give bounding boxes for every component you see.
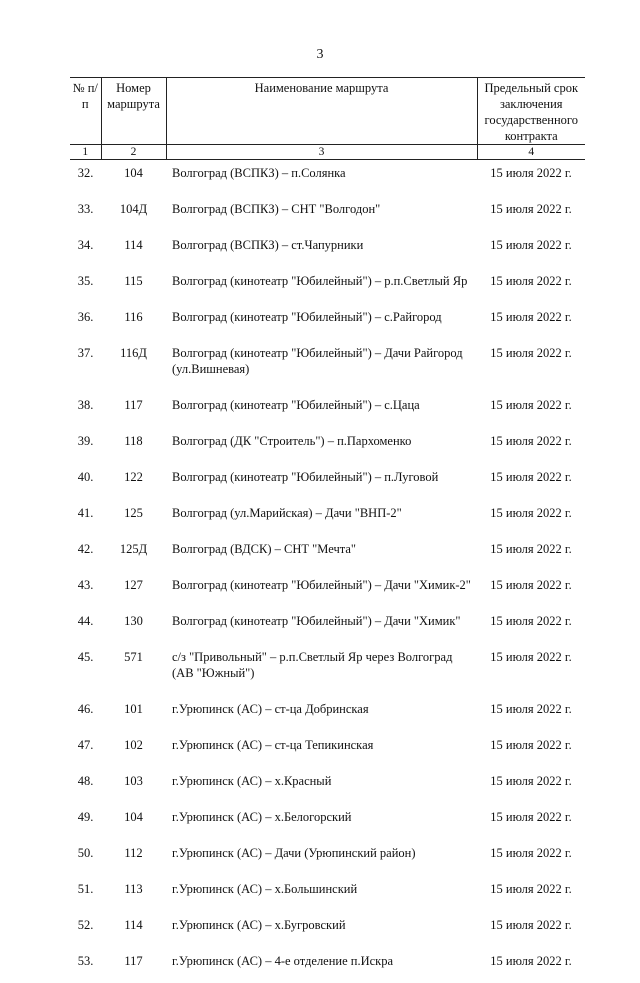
- contract-deadline: 15 июля 2022 г.: [490, 650, 572, 664]
- route-number: 130: [124, 614, 143, 628]
- table-row: [70, 160, 585, 196]
- route-number: 125Д: [119, 542, 148, 556]
- table-header-row: [70, 78, 585, 145]
- contract-deadline: 15 июля 2022 г.: [490, 542, 572, 556]
- row-index: 47.: [77, 738, 94, 752]
- contract-deadline: 15 июля 2022 г.: [490, 346, 572, 360]
- route-number: 127: [124, 578, 143, 592]
- contract-deadline: 15 июля 2022 г.: [490, 274, 572, 288]
- row-index: 53.: [77, 954, 94, 968]
- table-row: [70, 231, 585, 267]
- row-index: 48.: [77, 774, 94, 788]
- row-index: 37.: [77, 346, 94, 360]
- route-name: Волгоград (ул.Марийская) – Дачи "ВНП-2": [172, 506, 402, 520]
- table-row: [70, 875, 585, 911]
- contract-deadline: 15 июля 2022 г.: [490, 578, 572, 592]
- table-row: [70, 463, 585, 499]
- route-number: 115: [124, 274, 143, 288]
- route-name: г.Урюпинск (АС) – х.Красный: [172, 774, 332, 788]
- table-row: [70, 643, 585, 695]
- route-number: 118: [124, 434, 143, 448]
- contract-deadline: 15 июля 2022 г.: [490, 774, 572, 788]
- routes-table: [70, 77, 585, 983]
- contract-deadline: 15 июля 2022 г.: [490, 398, 572, 412]
- row-index: 52.: [77, 918, 94, 932]
- page-number: 3: [316, 47, 324, 62]
- row-index: 38.: [77, 398, 94, 412]
- route-number: 114: [124, 238, 143, 252]
- route-number: 571: [124, 650, 143, 664]
- table-row: [70, 607, 585, 643]
- route-name: Волгоград (ВСПКЗ) – СНТ "Волгодон": [172, 202, 381, 216]
- table-row: [70, 731, 585, 767]
- route-name: с/з "Привольный" – р.п.Светлый Яр через Волгоград (АВ "Южный"): [172, 650, 453, 680]
- table-row: [70, 571, 585, 607]
- route-number: 104: [124, 166, 143, 180]
- route-name: Волгоград (ВДСК) – СНТ "Мечта": [172, 542, 356, 556]
- route-name: г.Урюпинск (АС) – 4-е отделение п.Искра: [172, 954, 394, 968]
- column-number: 1: [70, 145, 101, 160]
- row-index: 36.: [77, 310, 94, 324]
- row-index: 45.: [77, 650, 94, 664]
- route-name: г.Урюпинск (АС) – ст-ца Тепикинская: [172, 738, 374, 752]
- table-row: [70, 195, 585, 231]
- table-row: [70, 535, 585, 571]
- contract-deadline: 15 июля 2022 г.: [490, 702, 572, 716]
- row-index: 39.: [77, 434, 94, 448]
- row-index: 40.: [77, 470, 94, 484]
- table-row: [70, 303, 585, 339]
- table-row: [70, 767, 585, 803]
- contract-deadline: 15 июля 2022 г.: [490, 166, 572, 180]
- route-name: г.Урюпинск (АС) – х.Белогорский: [172, 810, 352, 824]
- column-number: 2: [101, 145, 166, 160]
- column-numbers-row: [70, 145, 585, 160]
- route-name: Волгоград (ВСПКЗ) – ст.Чапурники: [172, 238, 364, 252]
- route-number: 116: [124, 310, 143, 324]
- route-name: Волгоград (кинотеатр "Юбилейный") – Дачи "Химик": [172, 614, 461, 628]
- row-index: 49.: [77, 810, 94, 824]
- route-name: Волгоград (кинотеатр "Юбилейный") – Дачи Райгород (ул.Вишневая): [172, 346, 463, 376]
- header-deadline: Предельный срок заключения государственного контракта: [477, 78, 585, 145]
- column-number: 3: [166, 145, 477, 160]
- table-row: [70, 391, 585, 427]
- contract-deadline: 15 июля 2022 г.: [490, 614, 572, 628]
- row-index: 32.: [77, 166, 94, 180]
- table-row: [70, 339, 585, 391]
- table-row: [70, 427, 585, 463]
- row-index: 44.: [77, 614, 94, 628]
- route-number: 122: [124, 470, 143, 484]
- route-name: г.Урюпинск (АС) – ст-ца Добринская: [172, 702, 369, 716]
- route-number: 104Д: [119, 202, 148, 216]
- header-route-number: Номер маршрута: [101, 78, 166, 145]
- route-name: г.Урюпинск (АС) – Дачи (Урюпинский район): [172, 846, 416, 860]
- contract-deadline: 15 июля 2022 г.: [490, 846, 572, 860]
- contract-deadline: 15 июля 2022 г.: [490, 882, 572, 896]
- route-number: 104: [124, 810, 143, 824]
- route-name: Волгоград (кинотеатр "Юбилейный") – р.п.Светлый Яр: [172, 274, 468, 288]
- route-name: Волгоград (ВСПКЗ) – п.Солянка: [172, 166, 346, 180]
- route-number: 114: [124, 918, 143, 932]
- route-number: 117: [124, 954, 143, 968]
- row-index: 50.: [77, 846, 94, 860]
- column-number: 4: [477, 145, 585, 160]
- route-name: Волгоград (ДК "Строитель") – п.Пархоменко: [172, 434, 412, 448]
- route-name: Волгоград (кинотеатр "Юбилейный") – Дачи "Химик-2": [172, 578, 471, 592]
- table-row: [70, 267, 585, 303]
- contract-deadline: 15 июля 2022 г.: [490, 810, 572, 824]
- contract-deadline: 15 июля 2022 г.: [490, 470, 572, 484]
- header-route-name: Наименование маршрута: [166, 78, 477, 145]
- contract-deadline: 15 июля 2022 г.: [490, 954, 572, 968]
- table-row: [70, 499, 585, 535]
- route-number: 125: [124, 506, 143, 520]
- table-row: [70, 947, 585, 983]
- contract-deadline: 15 июля 2022 г.: [490, 434, 572, 448]
- row-index: 35.: [77, 274, 94, 288]
- row-index: 34.: [77, 238, 94, 252]
- route-name: г.Урюпинск (АС) – х.Бугровский: [172, 918, 346, 932]
- row-index: 33.: [77, 202, 94, 216]
- route-number: 116Д: [120, 346, 147, 360]
- row-index: 43.: [77, 578, 94, 592]
- contract-deadline: 15 июля 2022 г.: [490, 238, 572, 252]
- row-index: 46.: [77, 702, 94, 716]
- route-number: 112: [124, 846, 143, 860]
- route-number: 113: [124, 882, 143, 896]
- route-name: г.Урюпинск (АС) – х.Большинский: [172, 882, 358, 896]
- route-name: Волгоград (кинотеатр "Юбилейный") – с.Райгород: [172, 310, 442, 324]
- table-row: [70, 695, 585, 731]
- route-number: 102: [124, 738, 143, 752]
- row-index: 42.: [77, 542, 94, 556]
- table-row: [70, 839, 585, 875]
- contract-deadline: 15 июля 2022 г.: [490, 738, 572, 752]
- contract-deadline: 15 июля 2022 г.: [490, 202, 572, 216]
- row-index: 51.: [77, 882, 94, 896]
- route-name: Волгоград (кинотеатр "Юбилейный") – п.Луговой: [172, 470, 439, 484]
- route-name: Волгоград (кинотеатр "Юбилейный") – с.Цаца: [172, 398, 420, 412]
- header-index: № п/п: [70, 78, 101, 145]
- contract-deadline: 15 июля 2022 г.: [490, 310, 572, 324]
- contract-deadline: 15 июля 2022 г.: [490, 506, 572, 520]
- route-number: 117: [124, 398, 143, 412]
- route-number: 101: [124, 702, 143, 716]
- table-row: [70, 911, 585, 947]
- row-index: 41.: [77, 506, 94, 520]
- table-row: [70, 803, 585, 839]
- contract-deadline: 15 июля 2022 г.: [490, 918, 572, 932]
- route-number: 103: [124, 774, 143, 788]
